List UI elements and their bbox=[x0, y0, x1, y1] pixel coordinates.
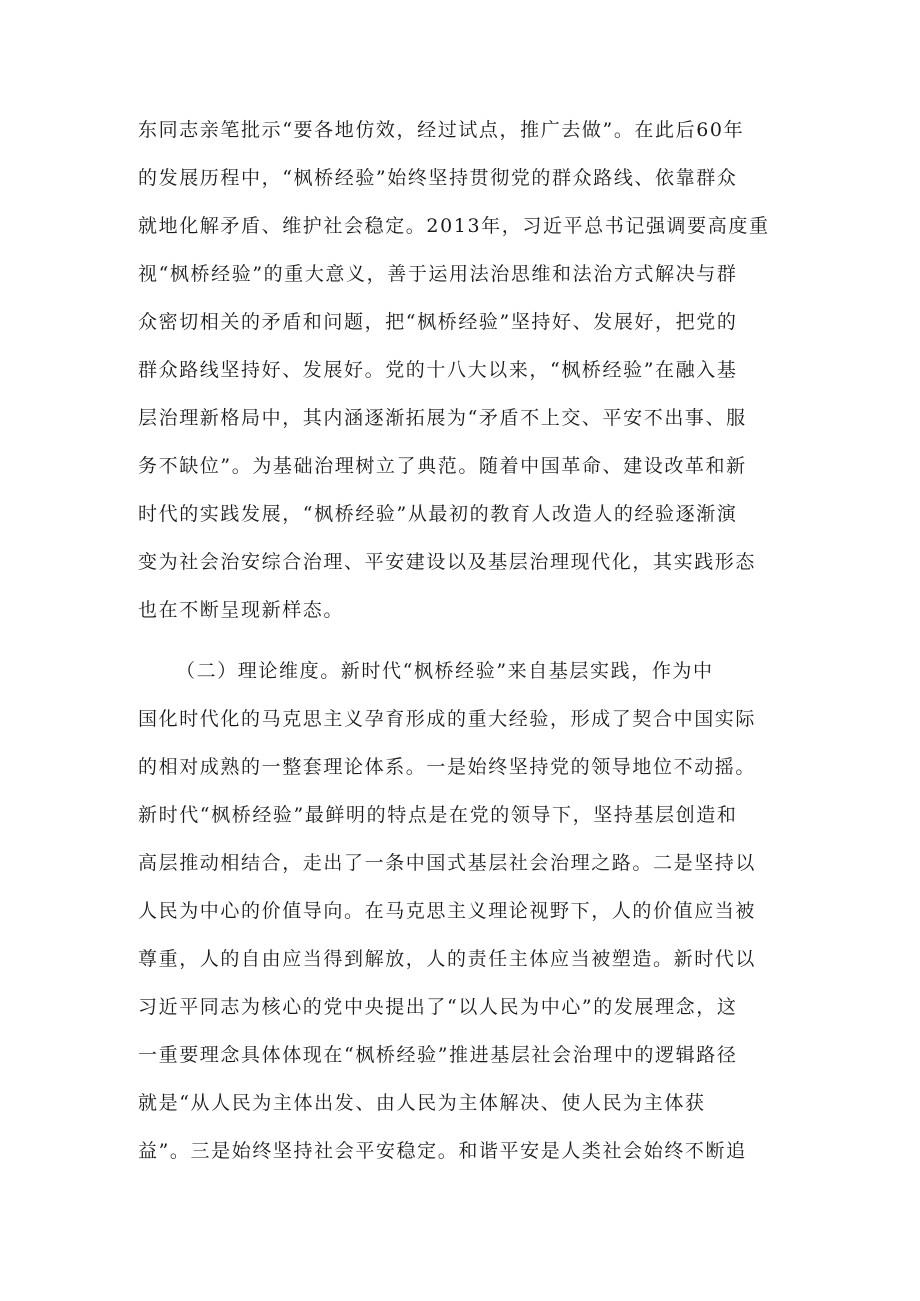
text-line: 益”。三是始终坚持社会平安稳定。和谐平安是人类社会始终不断追 bbox=[138, 1140, 747, 1162]
text-line: 高层推动相结合，走出了一条中国式基层社会治理之路。二是坚持以 bbox=[138, 852, 757, 874]
text-line: 习近平同志为核心的党中央提出了“以人民为中心”的发展理念，这 bbox=[138, 996, 738, 1018]
text-line: 东同志亲笔批示“要各地仿效，经过试点，推广去做”。在此后60年 bbox=[138, 119, 745, 141]
text-line: 众密切相关的矛盾和问题，把“枫桥经验”坚持好、发展好，把党的 bbox=[138, 311, 738, 333]
text-line: 也在不断呈现新样态。 bbox=[138, 599, 345, 621]
text-line: 变为社会治安综合治理、平安建设以及基层治理现代化，其实践形态 bbox=[138, 551, 757, 573]
text-line: 国化时代化的马克思主义孕育形成的重大经验，形成了契合中国实际 bbox=[138, 708, 757, 730]
text-line: 群众路线坚持好、发展好。党的十八大以来，“枫桥经验”在融入基 bbox=[138, 359, 738, 381]
text-line: 新时代“枫桥经验”最鲜明的特点是在党的领导下，坚持基层创造和 bbox=[138, 804, 738, 826]
text-line: 时代的实践发展，“枫桥经验”从最初的教育人改造人的经验逐渐演 bbox=[138, 503, 738, 525]
text-line: 就地化解矛盾、维护社会稳定。2013年，习近平总书记强调要高度重 bbox=[138, 215, 770, 237]
text-line: 人民为中心的价值导向。在马克思主义理论视野下，人的价值应当被 bbox=[138, 900, 757, 922]
text-line: 一重要理念具体体现在“枫桥经验”推进基层社会治理中的逻辑路径 bbox=[138, 1044, 738, 1066]
text-line: 就是“从人民为主体出发、由人民为主体解决、使人民为主体获 bbox=[138, 1092, 706, 1114]
text-line: 视“枫桥经验”的重大意义，善于运用法治思维和法治方式解决与群 bbox=[138, 263, 738, 285]
text-line: 的发展历程中，“枫桥经验”始终坚持贯彻党的群众路线、依靠群众 bbox=[138, 167, 738, 189]
text-line: 层治理新格局中，其内涵逐渐拓展为“矛盾不上交、平安不出事、服 bbox=[138, 407, 747, 429]
text-line: （二）理论维度。新时代“枫桥经验”来自基层实践，作为中 bbox=[176, 660, 714, 682]
text-line: 尊重，人的自由应当得到解放，人的责任主体应当被塑造。新时代以 bbox=[138, 948, 757, 970]
text-line: 务不缺位”。为基础治理树立了典范。随着中国革命、建设改革和新 bbox=[138, 455, 747, 477]
text-line: 的相对成熟的一整套理论体系。一是始终坚持党的领导地位不动摇。 bbox=[138, 756, 757, 778]
